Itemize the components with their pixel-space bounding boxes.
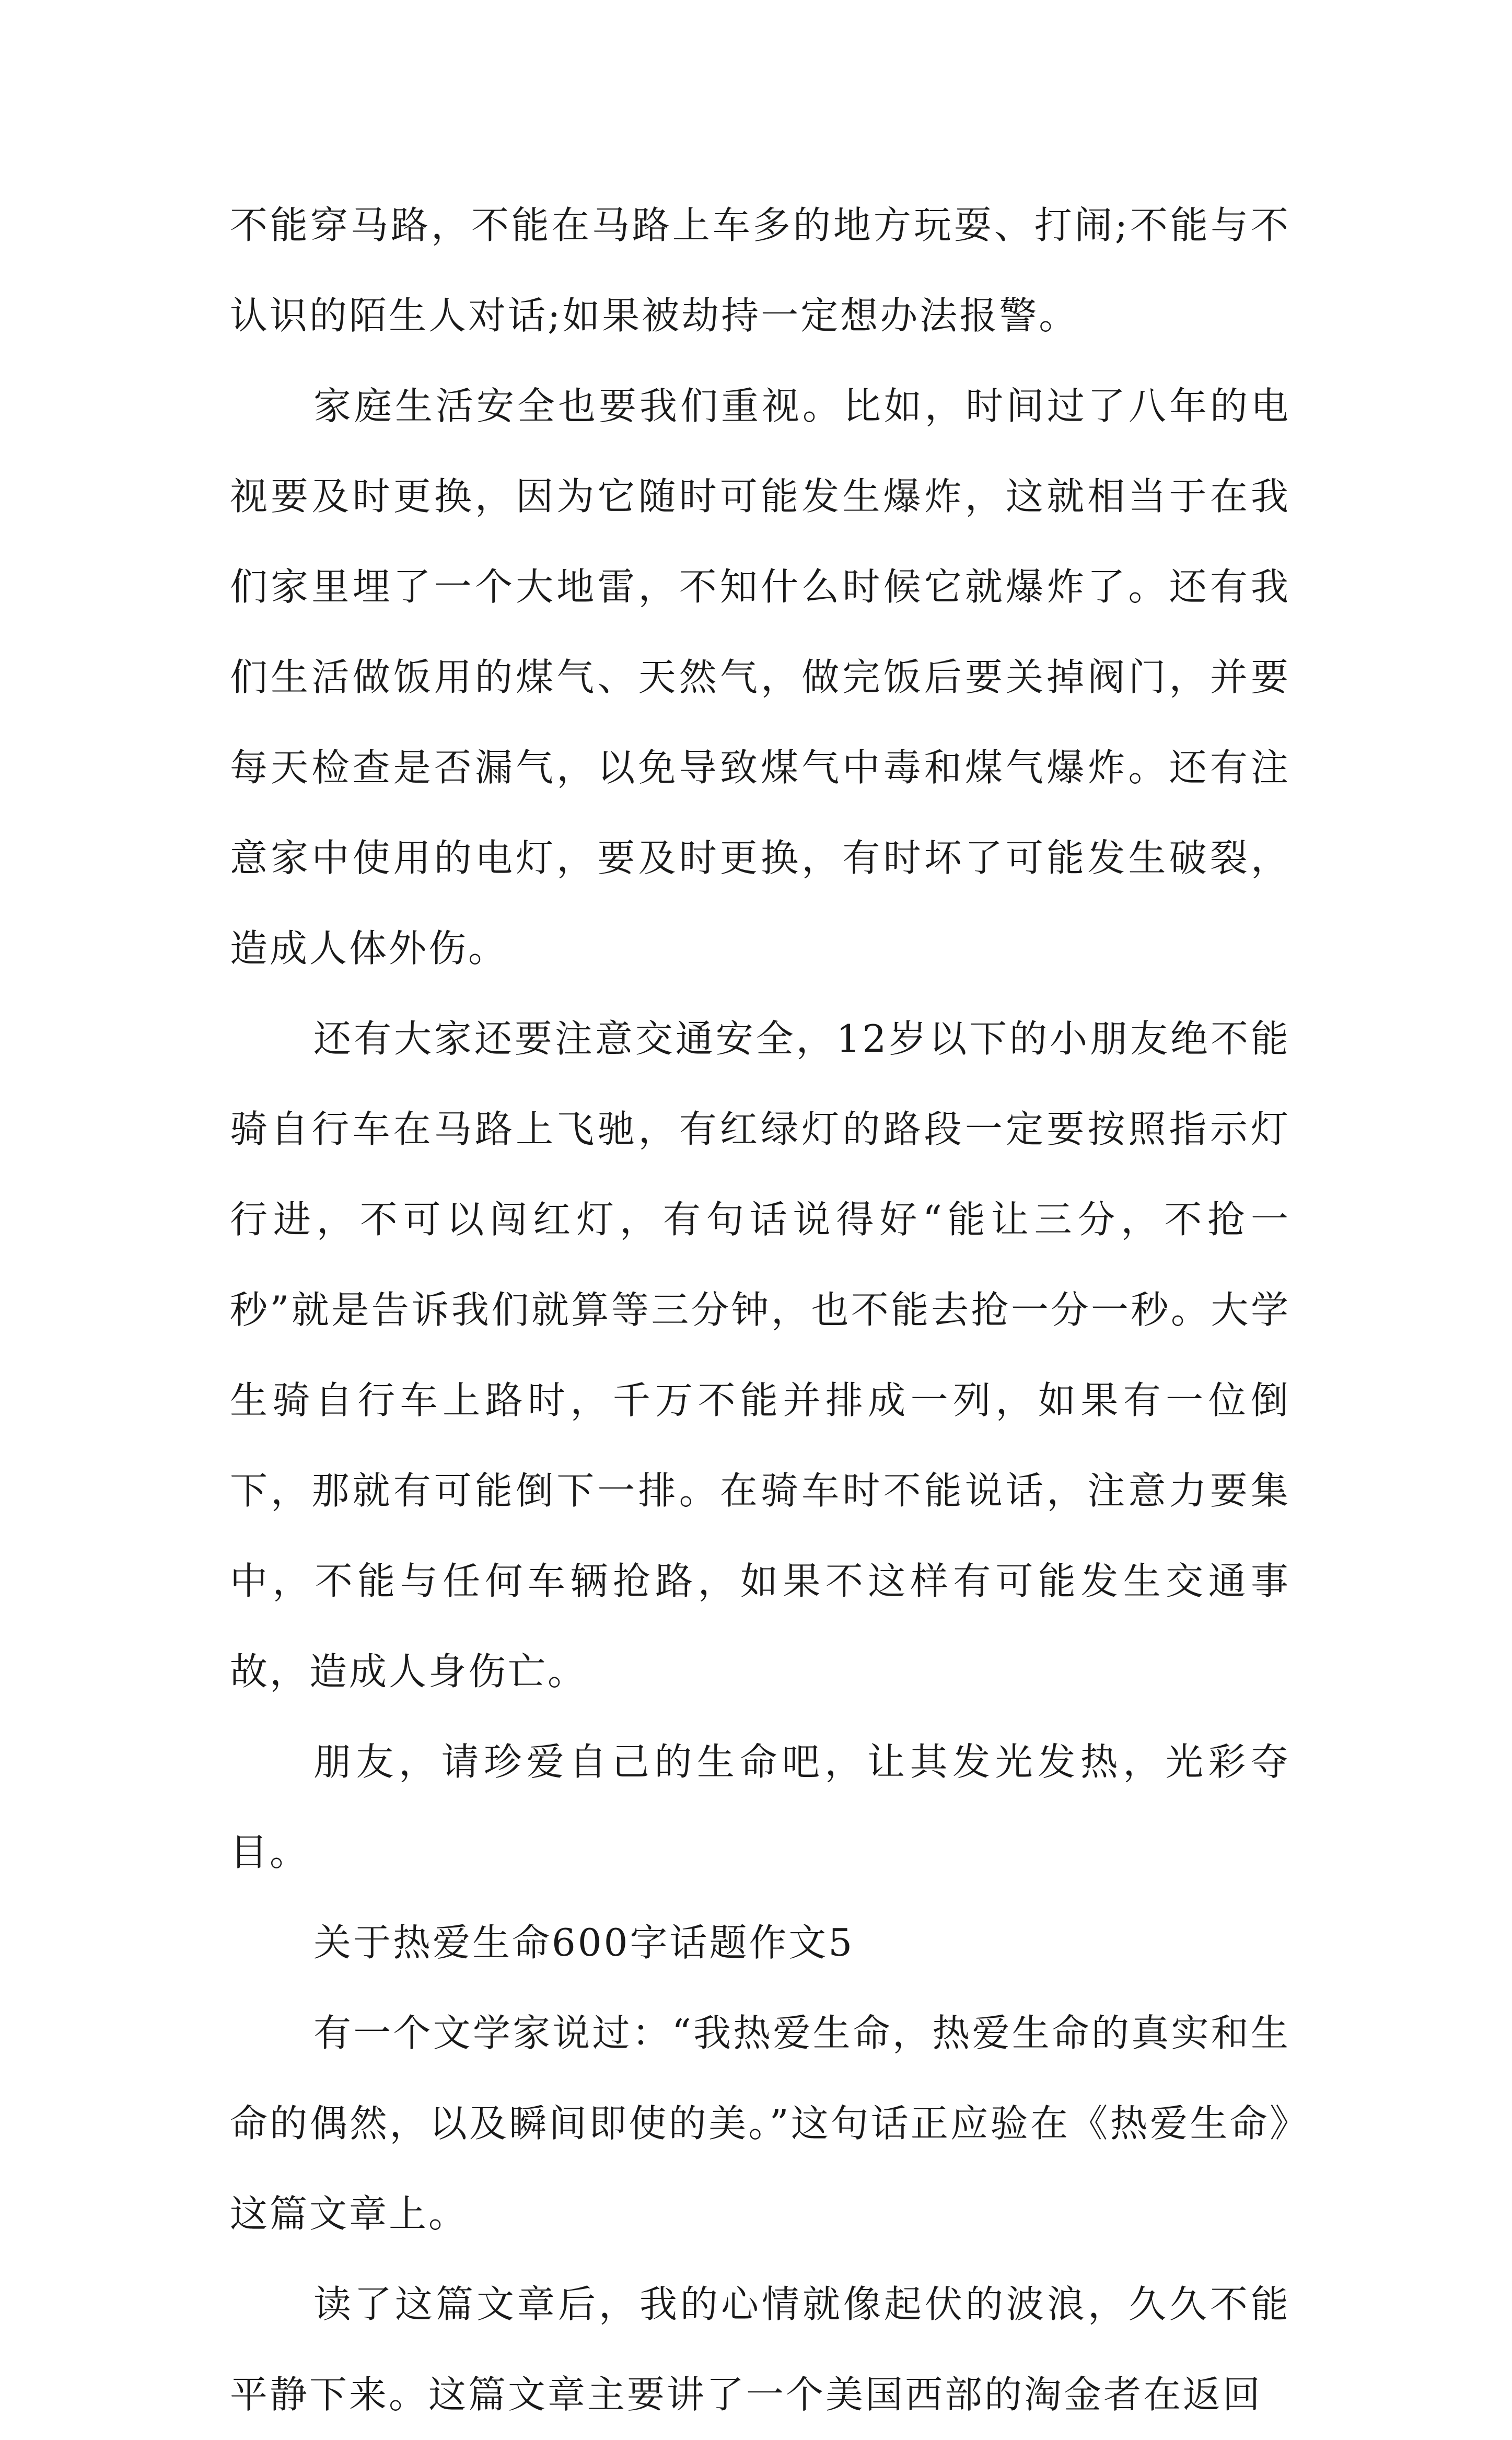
paragraph-2: 家庭生活安全也要我们重视。比如，时间过了八年的电视要及时更换，因为它随时可能发生爆炸，这就相当于在我们家里埋了一个大地雷，不知什么时候它就爆炸了。还有我们生活做饭用的煤气、天然气，做完饭后要关掉阀门，并要每天检查是否漏气，以免导致煤气中毒和煤气爆炸。还有注意家中使用的电灯，要及时更换，有时坏了可能发生破裂，造成人体外伤。 [230, 384, 1290, 970]
paragraph-5: 有一个文学家说过：“我热爱生命，热爱生命的真实和生命的偶然，以及瞬间即使的美。”这句话正应验在《热爱生命》这篇文章上。 [230, 2011, 1290, 2236]
paragraph-3: 还有大家还要注意交通安全，12岁以下的小朋友绝不能骑自行车在马路上飞驰，有红绿灯的路段一定要按照指示灯行进，不可以闯红灯，有句话说得好“能让三分，不抢一秒”就是告诉我们就算等三分钟，也不能去抢一分一秒。大学生骑自行车上路时，千万不能并排成一列，如果有一位倒下，那就有可能倒下一排。在骑车时不能说话，注意力要集中，不能与任何车辆抢路，如果不这样有可能发生交通事故，造成人身伤亡。 [230, 1017, 1290, 1693]
paragraph-6: 读了这篇文章后，我的心情就像起伏的波浪，久久不能平静下来。这篇文章主要讲了一个美国西部的淘金者在返回 [230, 2282, 1290, 2416]
paragraph-1: 不能穿马路，不能在马路上车多的地方玩耍、打闹;不能与不认识的陌生人对话;如果被劫持一定想办法报警。 [230, 203, 1290, 338]
document-body [230, 180, 1290, 2440]
section-heading: 关于热爱生命600字话题作文5 [313, 1921, 855, 1965]
paragraph-4: 朋友，请珍爱自己的生命吧，让其发光发热，光彩夺目。 [230, 1740, 1290, 1874]
